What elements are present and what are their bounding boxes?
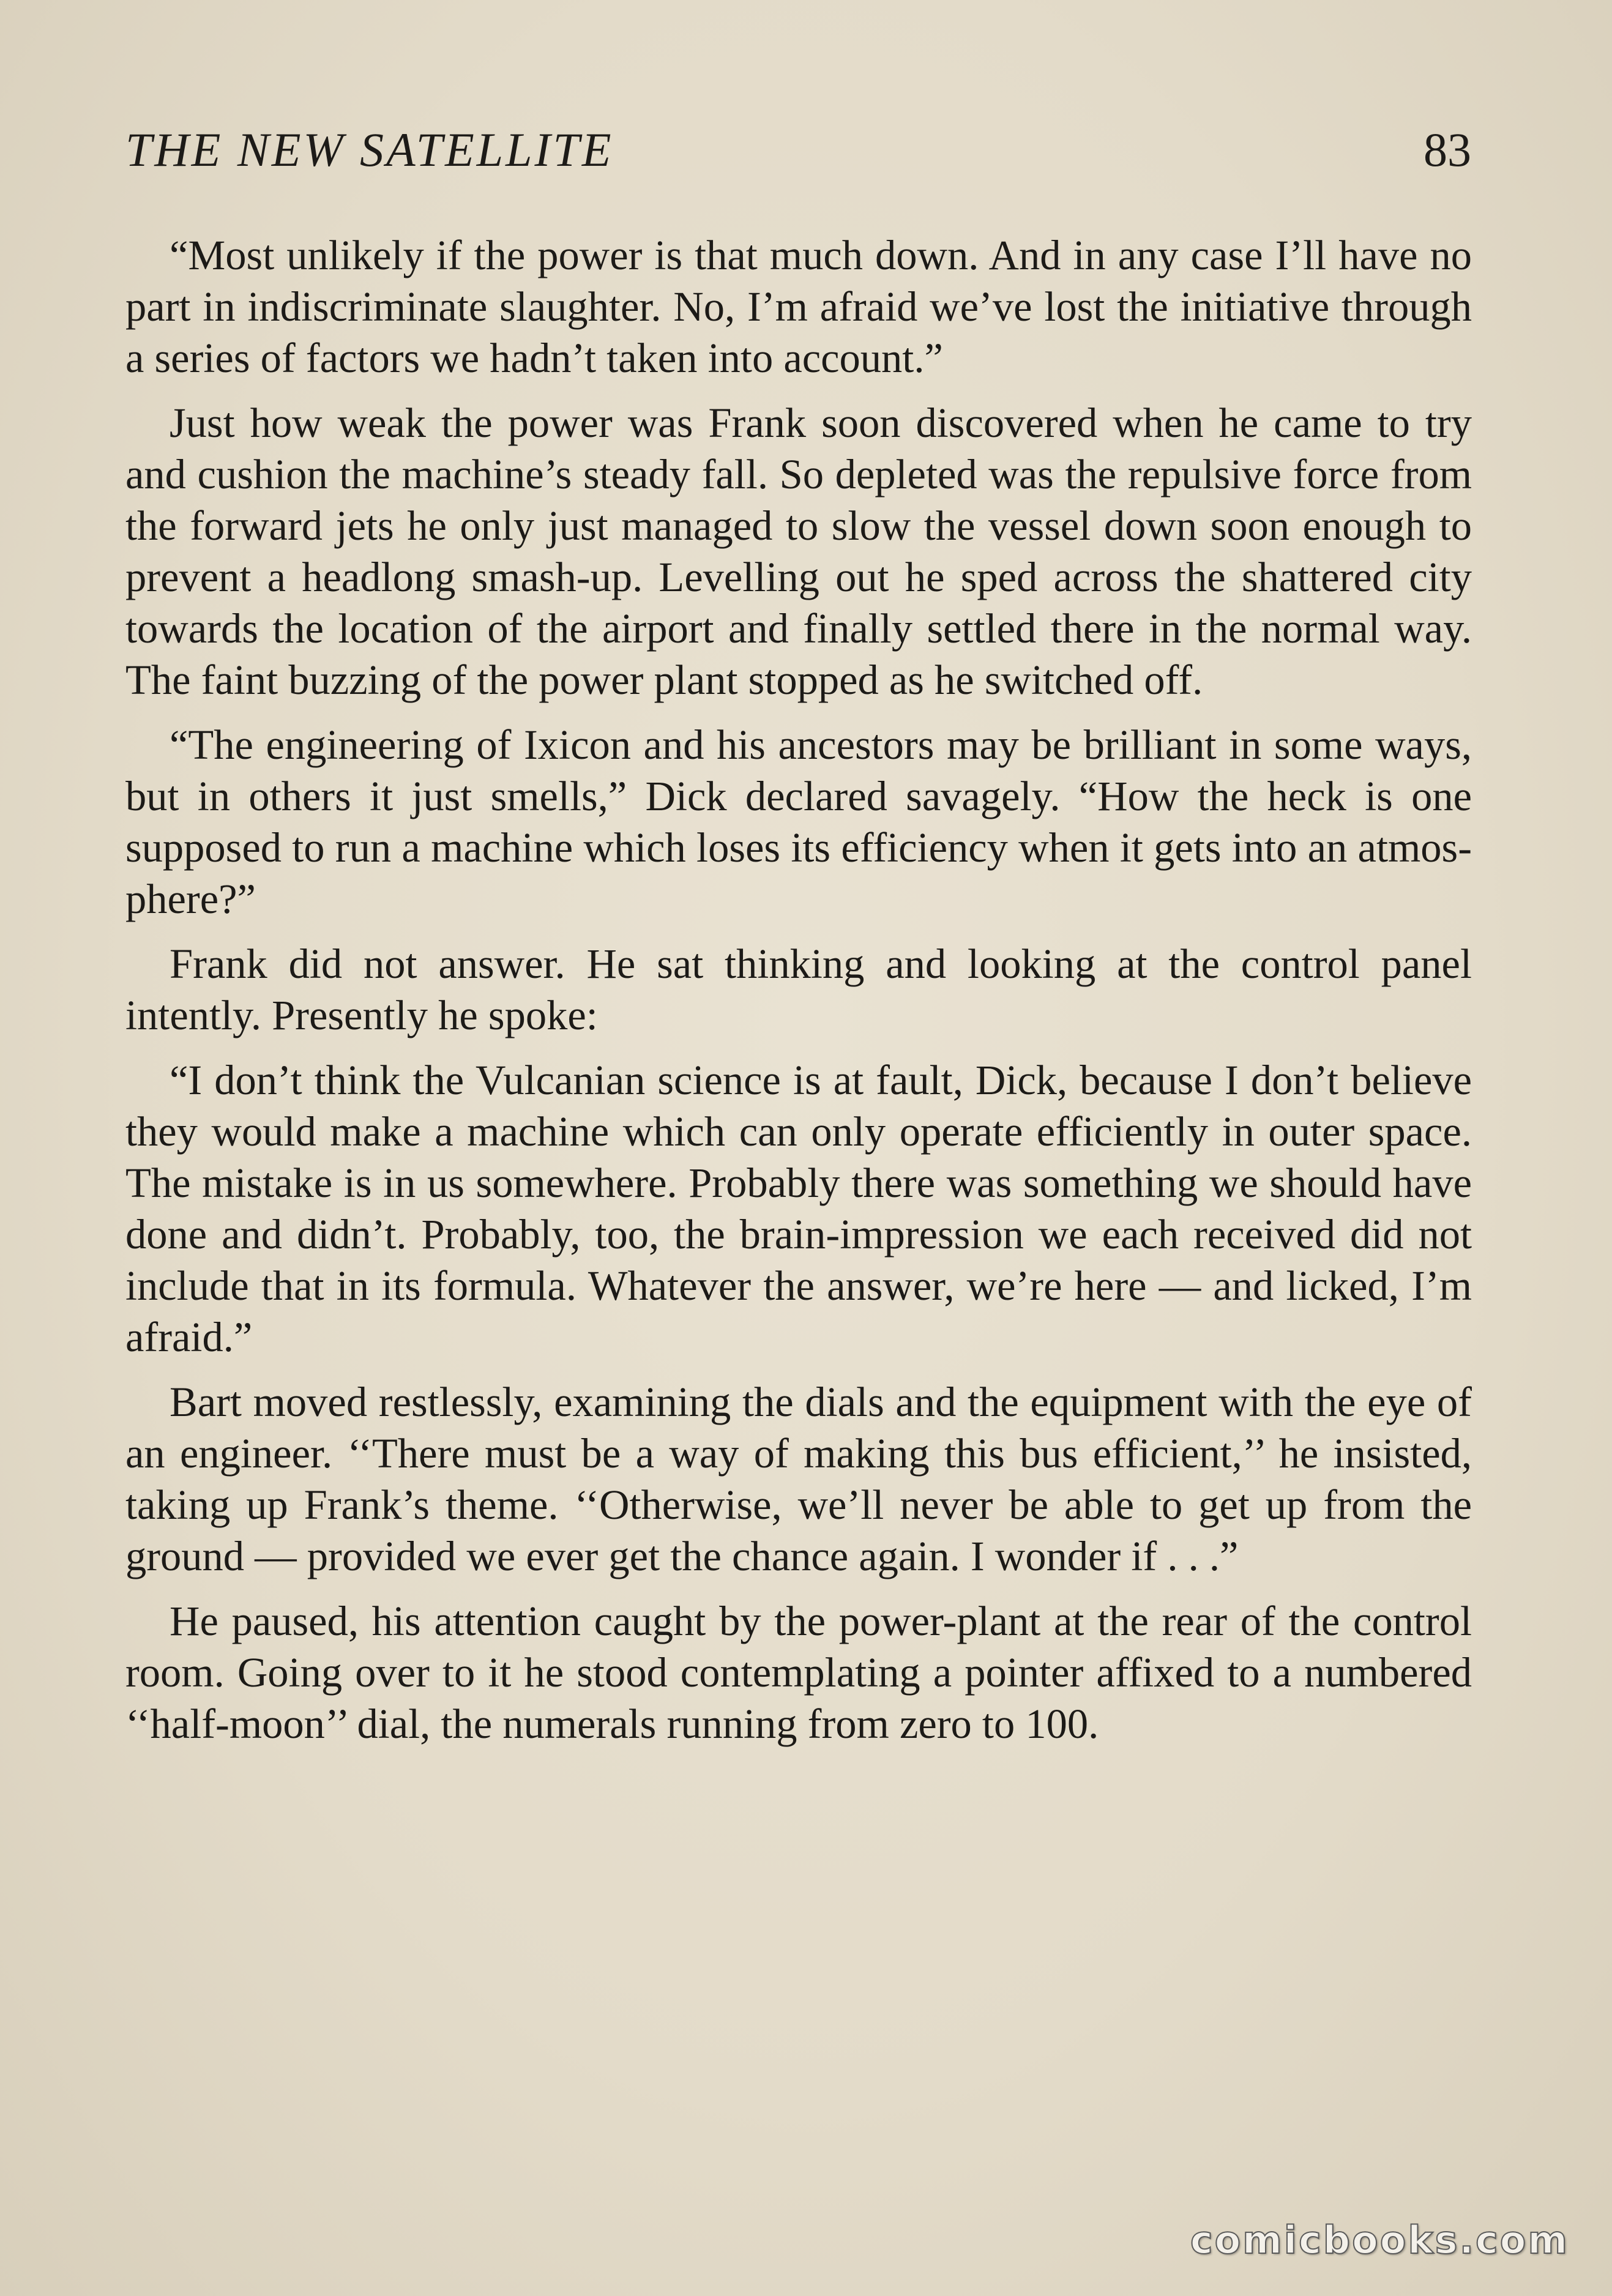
paragraph: “I don’t think the Vulcanian science is at fault, Dick, because I don’t believe they would make a machine which can only operate efficiently in outer space. The mistake is in us somewhere. Probably there was something we should have done and didn’t. Probably, too, the brain-impression we each received did not include that in its formula. Whatever the answer, we’re here — and licked, I’m afraid.”	[125, 1057, 1472, 1360]
page-number: 83	[1424, 123, 1471, 176]
paragraph: Just how weak the power was Frank soon discovered when he came to try and cushion the machine’s steady fall. So depleted was the repulsive force from the forward jets he only just managed to slow the vessel down soon enough to prevent a headlong smash-up. Levelling out he sped across the shattered city towards the location of the airport and finally settled there in the normal way. The faint buzzing of the power plant stopped as he switched off.	[125, 400, 1472, 703]
site-watermark: comicbooks.com	[1190, 2218, 1569, 2262]
paragraph: “Most unlikely if the power is that much down. And in any case I’ll have no part in indiscriminate slaughter. No, I’m afraid we’ve lost the initiative through a series of factors we hadn’t taken into account.”	[125, 232, 1472, 381]
paragraph: Bart moved restlessly, examining the dials and the equipment with the eye of an engineer. ‘‘There must be a way of making this bus efficient,’’ he insisted, taking up Frank’s theme. ‘‘Otherwise, we’ll never be able to get up from the ground — provided we ever get the chance again. I wonder if . . .”	[125, 1379, 1472, 1579]
page-header	[125, 122, 1471, 190]
body-text	[125, 229, 1472, 1750]
running-head: THE NEW SATELLITE	[125, 123, 614, 176]
paragraph: He paused, his attention caught by the power-plant at the rear of the control room. Going over to it he stood contemplating a pointer affixed to a numbered ‘‘half-moon’’ dial, the numerals running from zero to 100.	[125, 1598, 1472, 1747]
paragraph: “The engineering of Ixicon and his ancestors may be brilliant in some ways, but in others it just smells,” Dick declared savagely. “How the heck is one supposed to run a machine which loses its efficiency when it gets into an atmosphere?”	[125, 721, 1472, 922]
paragraph: Frank did not answer. He sat thinking and looking at the control panel intently. Presently he spoke:	[125, 941, 1472, 1038]
